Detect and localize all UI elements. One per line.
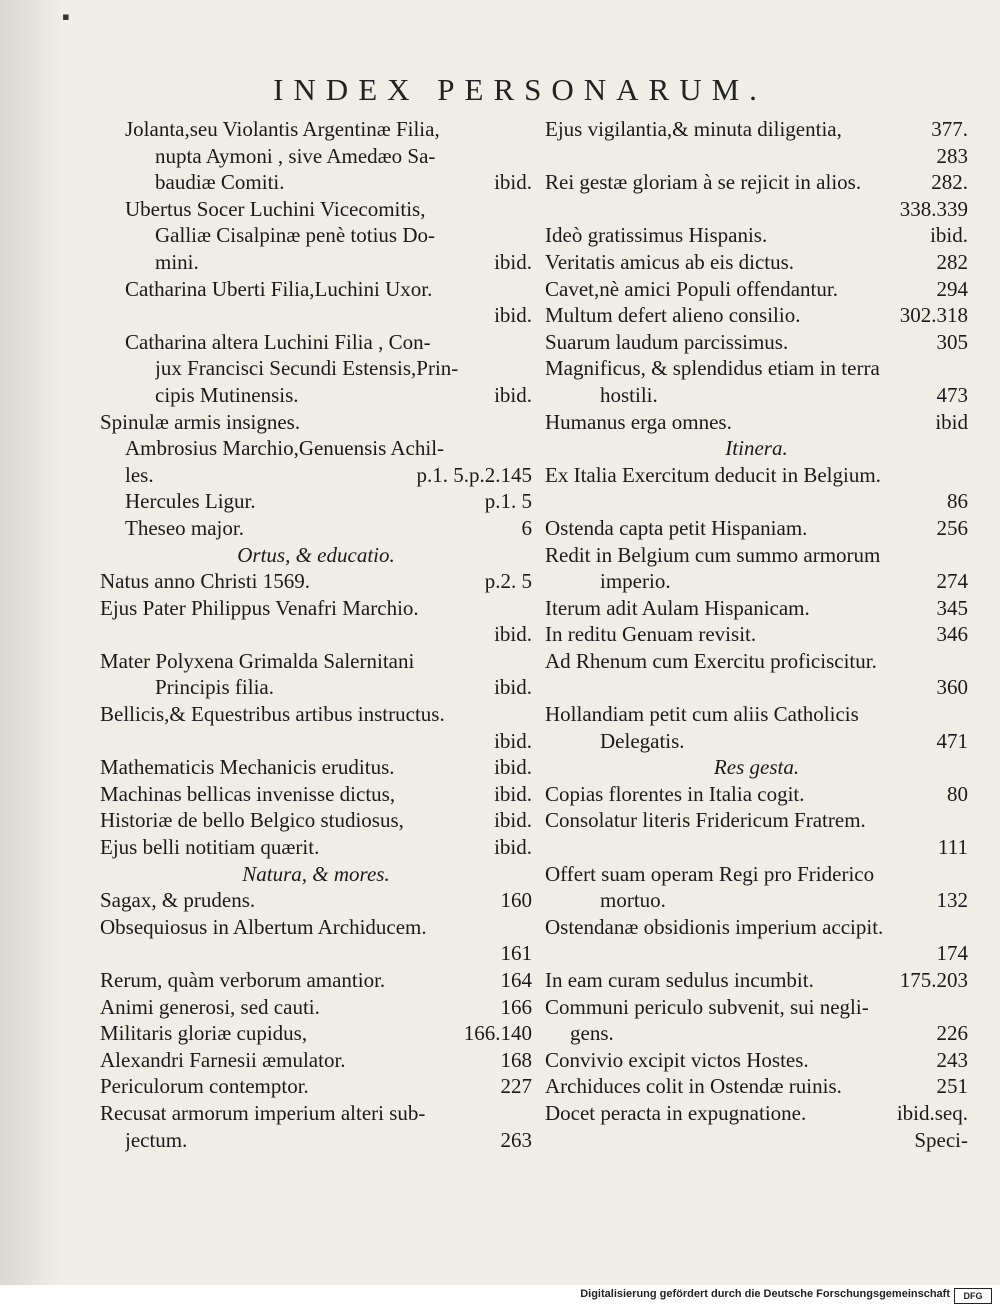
index-line xyxy=(100,781,532,808)
index-line xyxy=(545,834,968,861)
section-heading: Itinera. xyxy=(725,436,788,461)
entry-text: hostili. xyxy=(600,382,658,407)
index-line xyxy=(545,914,968,941)
entry-text: imperio. xyxy=(600,569,671,594)
index-line xyxy=(100,302,532,329)
entry-text: Ideò gratissimus Hispanis. xyxy=(545,223,768,248)
index-line xyxy=(545,887,968,914)
page-reference: p.1. 5 xyxy=(484,489,532,514)
index-line xyxy=(545,222,968,249)
page-reference: ibid. xyxy=(494,622,532,647)
page-reference: 164 xyxy=(500,968,532,992)
page-reference: 294 xyxy=(936,276,968,301)
entry-text: Hercules Ligur. xyxy=(125,489,256,514)
entry-text: Recusat armorum imperium alteri sub- xyxy=(100,1100,426,1125)
entry-text: Ex Italia Exercitum deducit in Belgium. xyxy=(545,462,881,487)
index-line xyxy=(100,754,532,781)
page-reference: 86 xyxy=(947,489,968,514)
entry-text: Principis filia. xyxy=(155,675,274,700)
entry-text: Historiæ de bello Belgico studiosus, xyxy=(100,808,404,833)
entry-text: Galliæ Cisalpinæ penè totius Do- xyxy=(155,223,435,248)
entry-text: gens. xyxy=(570,1021,614,1046)
entry-text: Rei gestæ gloriam à se rejicit in alios. xyxy=(545,170,862,195)
page-reference: ibid. xyxy=(930,223,968,248)
entry-text: Hollandiam petit cum aliis Catholicis xyxy=(545,702,859,727)
index-line xyxy=(545,595,968,622)
index-line xyxy=(100,329,532,356)
entry-text: Cavet,nè amici Populi offendantur. xyxy=(545,276,838,301)
entry-text: Redit in Belgium cum summo armorum xyxy=(545,542,881,567)
page-reference: 226 xyxy=(936,1021,968,1046)
entry-text: Ad Rhenum cum Exercitu proficiscitur. xyxy=(545,648,877,673)
corner-mark: ▪ xyxy=(62,4,70,29)
index-line xyxy=(100,728,532,755)
entry-text: Ostenda capta petit Hispaniam. xyxy=(545,515,808,540)
index-line xyxy=(545,967,968,994)
entry-text: Suarum laudum parcissimus. xyxy=(545,329,789,354)
index-line xyxy=(545,940,968,967)
entry-text: Natus anno Christi 1569. xyxy=(100,569,310,594)
index-line xyxy=(100,143,532,170)
page-reference: 338.339 xyxy=(899,196,968,221)
page-reference: 168 xyxy=(500,1047,532,1072)
index-line xyxy=(100,382,532,409)
index-line xyxy=(100,1020,532,1047)
page-reference: 345 xyxy=(936,595,968,620)
page-reference: ibid. xyxy=(494,249,532,274)
index-line xyxy=(100,807,532,834)
index-line xyxy=(100,887,532,914)
entry-text: baudiæ Comiti. xyxy=(155,170,285,195)
footer-bar xyxy=(0,1285,1000,1307)
entry-text: Theseo major. xyxy=(125,515,244,540)
entry-text: Machinas bellicas invenisse dictus, xyxy=(100,781,396,806)
index-line xyxy=(545,994,968,1021)
index-line xyxy=(100,409,532,436)
index-line xyxy=(100,701,532,728)
entry-text: Convivio excipit victos Hostes. xyxy=(545,1047,809,1072)
entry-text: Animi generosi, sed cauti. xyxy=(100,994,320,1019)
page-reference: 175.203 xyxy=(899,968,968,992)
index-line xyxy=(545,1047,968,1074)
page-reference: 251 xyxy=(936,1074,968,1099)
index-line xyxy=(100,568,532,595)
entry-text: Magnificus, & splendidus etiam in terra xyxy=(545,356,880,381)
entry-text: Jolanta,seu Violantis Argentinæ Filia, xyxy=(125,117,440,141)
index-line xyxy=(545,382,968,409)
page-reference: ibid. xyxy=(494,835,532,860)
page-reference: ibid. xyxy=(494,728,532,753)
page-reference: ibid. xyxy=(494,303,532,328)
entry-text: Mater Polyxena Grimalda Salernitani xyxy=(100,648,415,673)
index-line xyxy=(545,648,968,675)
index-line xyxy=(545,1127,968,1154)
entry-text: Ambrosius Marchio,Genuensis Achil- xyxy=(125,436,445,461)
index-line xyxy=(545,807,968,834)
index-line xyxy=(100,276,532,303)
entry-text: Bellicis,& Equestribus artibus instructus. xyxy=(100,702,445,727)
index-line xyxy=(100,967,532,994)
index-line xyxy=(100,940,532,967)
page-reference: ibid. xyxy=(494,755,532,780)
page-reference: 305 xyxy=(936,329,968,354)
index-line xyxy=(545,621,968,648)
entry-text: Consolatur literis Fridericum Fratrem. xyxy=(545,808,866,833)
page-reference: 227 xyxy=(500,1074,532,1099)
index-line xyxy=(545,196,968,223)
index-line xyxy=(545,728,968,755)
page-reference: ibid. xyxy=(494,781,532,806)
index-line xyxy=(545,435,968,462)
entry-text: Ejus belli notitiam quærit. xyxy=(100,835,320,860)
entry-text: Humanus erga omnes. xyxy=(545,409,732,434)
page-reference: 282. xyxy=(931,170,968,195)
entry-text: Archiduces colit in Ostendæ ruinis. xyxy=(545,1074,842,1099)
entry-text: Offert suam operam Regi pro Friderico xyxy=(545,861,875,886)
index-line xyxy=(100,1127,532,1154)
index-line xyxy=(545,409,968,436)
page-reference: 6 xyxy=(521,515,532,540)
entry-text: Delegatis. xyxy=(600,728,685,753)
index-line xyxy=(100,914,532,941)
index-line xyxy=(100,355,532,382)
index-line xyxy=(545,143,968,170)
entry-text: Ostendanæ obsidionis imperium accipit. xyxy=(545,914,884,939)
index-line xyxy=(545,674,968,701)
index-line xyxy=(100,994,532,1021)
section-heading: Res gesta. xyxy=(713,755,800,780)
entry-text: mortuo. xyxy=(600,888,666,913)
index-line xyxy=(545,568,968,595)
dfg-logo: DFG xyxy=(954,1288,992,1304)
index-line xyxy=(545,249,968,276)
index-line xyxy=(100,542,532,569)
page-reference: ibid.seq. xyxy=(896,1100,968,1125)
page-reference: ibid. xyxy=(494,170,532,195)
index-line xyxy=(100,169,532,196)
section-heading: Ortus, & educatio. xyxy=(237,542,395,567)
page-reference: 360 xyxy=(936,675,968,700)
index-line xyxy=(545,302,968,329)
index-line xyxy=(545,754,968,781)
page-reference: 160 xyxy=(500,888,532,913)
page-reference: 111 xyxy=(938,835,968,860)
page-reference: 377. xyxy=(931,117,968,141)
entry-text: Rerum, quàm verborum amantior. xyxy=(100,968,386,992)
page-reference: 166.140 xyxy=(463,1021,532,1046)
index-line xyxy=(100,515,532,542)
right-column xyxy=(545,116,968,1153)
page-reference: 80 xyxy=(947,781,968,806)
entry-text: Docet peracta in expugnatione. xyxy=(545,1100,807,1125)
index-line xyxy=(100,648,532,675)
index-line xyxy=(545,1100,968,1127)
index-line xyxy=(100,116,532,143)
index-line xyxy=(100,595,532,622)
entry-text: jux Francisci Secundi Estensis,Prin- xyxy=(155,356,459,381)
entry-text: Communi periculo subvenit, sui negli- xyxy=(545,994,869,1019)
entry-text: Multum defert alieno consilio. xyxy=(545,303,801,328)
index-line xyxy=(100,222,532,249)
index-line xyxy=(545,781,968,808)
page-reference: ibid. xyxy=(494,382,532,407)
index-line xyxy=(100,462,532,489)
index-line xyxy=(545,1020,968,1047)
page-reference: p.1. 5.p.2.145 xyxy=(416,462,532,487)
index-line xyxy=(100,621,532,648)
index-line xyxy=(545,116,968,143)
index-line xyxy=(100,249,532,276)
page-reference: 132 xyxy=(936,888,968,913)
index-line xyxy=(545,462,968,489)
page-reference: 166 xyxy=(500,994,532,1019)
page-reference: 473 xyxy=(936,382,968,407)
entry-text: jectum. xyxy=(125,1127,188,1152)
index-line xyxy=(545,1073,968,1100)
entry-text: Ejus vigilantia,& minuta diligentia, xyxy=(545,117,842,141)
entry-text: Copias florentes in Italia cogit. xyxy=(545,781,805,806)
page-reference: 471 xyxy=(936,728,968,753)
page-reference: 256 xyxy=(936,515,968,540)
index-line xyxy=(545,169,968,196)
entry-text: Ubertus Socer Luchini Vicecomitis, xyxy=(125,196,426,221)
funding-note: Digitalisierung gefördert durch die Deutsche Forschungsgemeinschaft xyxy=(580,1288,950,1300)
section-heading: Natura, & mores. xyxy=(242,861,390,886)
entry-text: Catharina Uberti Filia,Luchini Uxor. xyxy=(125,276,433,301)
page-reference: p.2. 5 xyxy=(484,569,532,594)
page-reference: ibid xyxy=(935,409,968,434)
index-line xyxy=(545,329,968,356)
index-line xyxy=(545,861,968,888)
index-line xyxy=(545,488,968,515)
entry-text: mini. xyxy=(155,249,199,274)
index-line xyxy=(100,861,532,888)
index-line xyxy=(545,542,968,569)
index-line xyxy=(545,701,968,728)
entry-text: Militaris gloriæ cupidus, xyxy=(100,1021,308,1046)
index-line xyxy=(545,515,968,542)
page-reference: 161 xyxy=(500,941,532,966)
entry-text: In eam curam sedulus incumbit. xyxy=(545,968,814,992)
entry-text: Ejus Pater Philippus Venafri Marchio. xyxy=(100,595,419,620)
entry-text: nupta Aymoni , sive Amedæo Sa- xyxy=(155,143,436,168)
entry-text: Sagax, & prudens. xyxy=(100,888,256,913)
index-line xyxy=(100,435,532,462)
entry-text: Obsequiosus in Albertum Archiducem. xyxy=(100,914,427,939)
page-reference: ibid. xyxy=(494,675,532,700)
page-reference: 174 xyxy=(936,941,968,966)
page-reference: ibid. xyxy=(494,808,532,833)
index-line xyxy=(545,355,968,382)
index-line xyxy=(545,276,968,303)
page-reference: 243 xyxy=(936,1047,968,1072)
page-reference: 302.318 xyxy=(899,303,968,328)
page-reference: 282 xyxy=(936,249,968,274)
index-line xyxy=(100,1047,532,1074)
left-column xyxy=(100,116,532,1153)
entry-text: Veritatis amicus ab eis dictus. xyxy=(545,249,795,274)
index-line xyxy=(100,834,532,861)
index-line xyxy=(100,488,532,515)
entry-text: In reditu Genuam revisit. xyxy=(545,622,757,647)
page-reference: 263 xyxy=(500,1127,532,1152)
entry-text: Spinulæ armis insignes. xyxy=(100,409,301,434)
index-line xyxy=(100,1073,532,1100)
page-reference: 346 xyxy=(936,622,968,647)
index-line xyxy=(100,674,532,701)
entry-text: cipis Mutinensis. xyxy=(155,382,299,407)
entry-text: Periculorum contemptor. xyxy=(100,1074,309,1099)
catchword: Speci- xyxy=(914,1127,968,1152)
index-line xyxy=(100,1100,532,1127)
page-reference: 274 xyxy=(936,569,968,594)
entry-text: Iterum adit Aulam Hispanicam. xyxy=(545,595,810,620)
adjacent-page-edge xyxy=(0,0,62,1285)
entry-text: Catharina altera Luchini Filia , Con- xyxy=(125,329,431,354)
entry-text: les. xyxy=(125,462,154,487)
entry-text: Alexandri Farnesii æmulator. xyxy=(100,1047,346,1072)
index-line xyxy=(100,196,532,223)
entry-text: Mathematicis Mechanicis eruditus. xyxy=(100,755,395,780)
page-header: INDEX PERSONARUM. xyxy=(273,72,767,107)
page-reference: 283 xyxy=(936,143,968,168)
